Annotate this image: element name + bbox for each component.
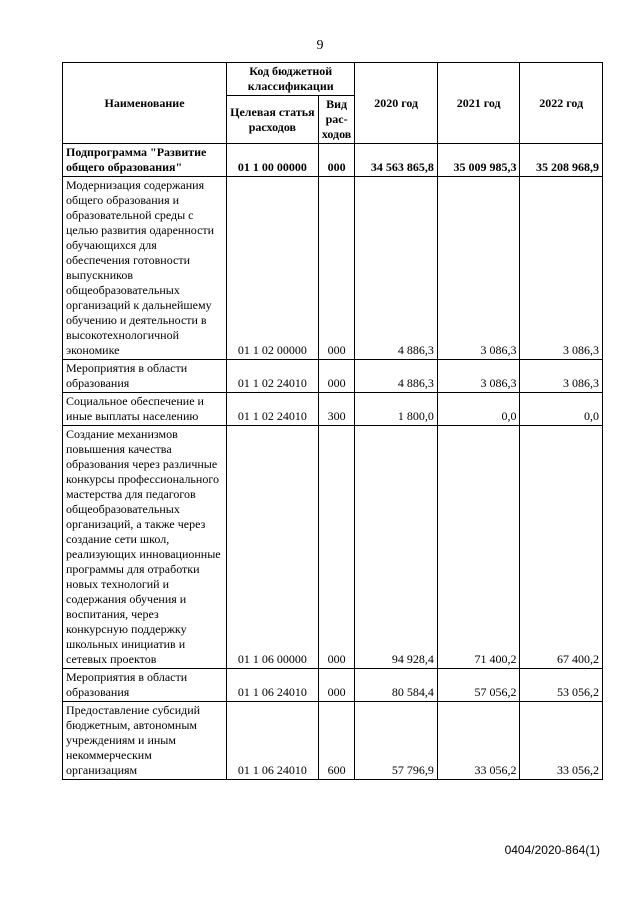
cell-y2021: 71 400,2 xyxy=(437,426,520,669)
cell-y2020: 34 563 865,8 xyxy=(355,144,438,177)
table-row xyxy=(63,144,603,177)
cell-y2021: 35 009 985,3 xyxy=(437,144,520,177)
table-row xyxy=(63,393,603,426)
document-code: 0404/2020-864(1) xyxy=(504,843,600,857)
header-year-2022: 2022 год xyxy=(520,63,603,144)
cell-y2021: 3 086,3 xyxy=(437,360,520,393)
cell-code: 01 1 02 00000 xyxy=(227,177,319,360)
cell-name: Модернизация содержания общего образования и образовательной среды с целью развития одаренности обучающихся для обеспечения готовности выпускников общеобразовательных организаций к дальнейшему обучению и деятельности в высокотехнологичной экономике xyxy=(63,177,227,360)
cell-y2021: 3 086,3 xyxy=(437,177,520,360)
header-year-2020: 2020 год xyxy=(355,63,438,144)
cell-kind: 300 xyxy=(318,393,355,426)
cell-name: Предоставление субсидий бюджетным, автономным учреждениям и иным некоммерческим организациям xyxy=(63,702,227,780)
cell-kind: 000 xyxy=(318,144,355,177)
cell-y2020: 80 584,4 xyxy=(355,669,438,702)
cell-y2020: 1 800,0 xyxy=(355,393,438,426)
cell-y2022: 35 208 968,9 xyxy=(520,144,603,177)
budget-table xyxy=(62,62,603,780)
cell-code: 01 1 06 24010 xyxy=(227,702,319,780)
cell-code: 01 1 06 00000 xyxy=(227,426,319,669)
cell-y2020: 4 886,3 xyxy=(355,360,438,393)
cell-kind: 000 xyxy=(318,360,355,393)
cell-y2021: 33 056,2 xyxy=(437,702,520,780)
cell-name: Подпрограмма "Развитие общего образования" xyxy=(63,144,227,177)
cell-name: Создание механизмов повышения качества образования через различные конкурсы профессионального мастерства для педагогов общеобразовательных организаций, а также через создание сети школ, реализующих инновационные программы для отработки новых технологий и содержания обучения и воспитания, через конкурсную поддержку школьных инициатив и сетевых проектов xyxy=(63,426,227,669)
cell-name: Мероприятия в области образования xyxy=(63,669,227,702)
cell-kind: 600 xyxy=(318,702,355,780)
cell-y2020: 57 796,9 xyxy=(355,702,438,780)
cell-kind: 000 xyxy=(318,426,355,669)
header-year-2021: 2021 год xyxy=(437,63,520,144)
cell-name: Мероприятия в области образования xyxy=(63,360,227,393)
cell-y2022: 3 086,3 xyxy=(520,360,603,393)
header-code-group: Код бюджетной классификации xyxy=(227,63,355,96)
cell-code: 01 1 00 00000 xyxy=(227,144,319,177)
table-row xyxy=(63,426,603,669)
cell-y2022: 67 400,2 xyxy=(520,426,603,669)
table-row xyxy=(63,360,603,393)
cell-y2022: 53 056,2 xyxy=(520,669,603,702)
cell-kind: 000 xyxy=(318,177,355,360)
header-target-article: Целевая статья расходов xyxy=(227,96,319,144)
cell-name: Социальное обеспечение и иные выплаты населению xyxy=(63,393,227,426)
cell-code: 01 1 06 24010 xyxy=(227,669,319,702)
table-row xyxy=(63,177,603,360)
cell-y2020: 4 886,3 xyxy=(355,177,438,360)
cell-code: 01 1 02 24010 xyxy=(227,393,319,426)
cell-y2020: 94 928,4 xyxy=(355,426,438,669)
cell-kind: 000 xyxy=(318,669,355,702)
cell-y2022: 33 056,2 xyxy=(520,702,603,780)
cell-code: 01 1 02 24010 xyxy=(227,360,319,393)
page-number: 9 xyxy=(316,38,324,53)
cell-y2022: 0,0 xyxy=(520,393,603,426)
table-row xyxy=(63,669,603,702)
cell-y2021: 0,0 xyxy=(437,393,520,426)
cell-y2022: 3 086,3 xyxy=(520,177,603,360)
header-expense-kind: Вид рас-ходов xyxy=(318,96,355,144)
table-row xyxy=(63,702,603,780)
cell-y2021: 57 056,2 xyxy=(437,669,520,702)
header-name: Наименование xyxy=(63,63,227,144)
